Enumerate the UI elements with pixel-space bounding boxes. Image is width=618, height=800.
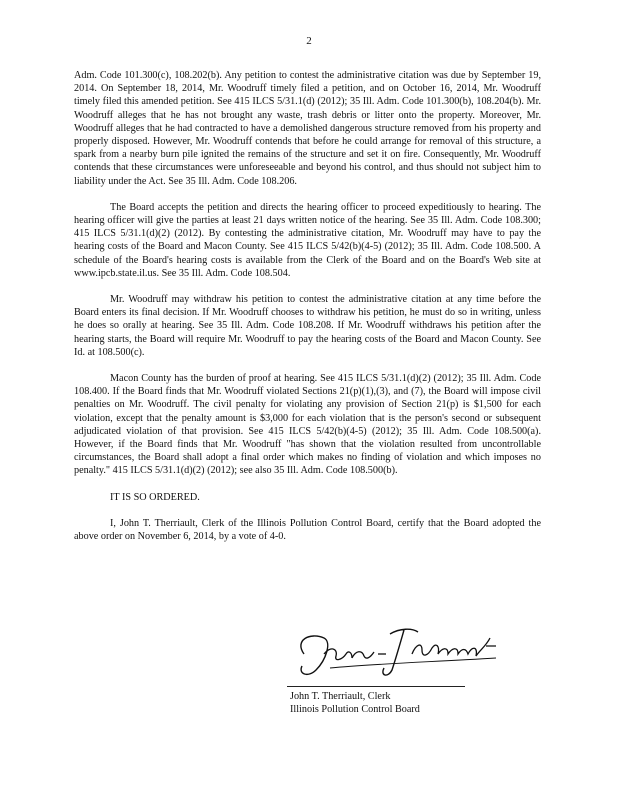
certification-paragraph: I, John T. Therriault, Clerk of the Illinois Pollution Control Board, certify that the Board adopted the above order on November 6, 2014, by a vote of 4-0. [74, 517, 541, 543]
handwritten-signature [290, 624, 470, 686]
signature-icon [290, 624, 505, 686]
page-number: 2 [306, 35, 312, 47]
signature-line [287, 686, 465, 687]
signer-block [290, 690, 420, 716]
document-body [74, 69, 541, 556]
signer-name: John T. Therriault, Clerk [290, 691, 391, 702]
paragraph-hearing: The Board accepts the petition and directs the hearing officer to proceed expeditiously to hearing. The hearing officer will give the parties at least 21 days written notice of the hearing. See 35 Ill. Adm. Code 108.300; 415 ILCS 5/31.1(d)(2) (2012). By contesting the administrative citation, Mr. Woodruff may have to pay the hearing costs of the Board and Macon County. See 415 ILCS 5/42(b)(4-5) (2012); 35 Ill. Adm. Code 108.500. A schedule of the Board's hearing costs is available from the Clerk of the Board and on the Board's Web site at www.ipcb.state.il.us. See 35 Ill. Adm. Code 108.504. [74, 201, 541, 279]
paragraph-withdrawal: Mr. Woodruff may withdraw his petition to contest the administrative citation at any time before the Board enters its final decision. If Mr. Woodruff chooses to withdraw his petition, he must do so in writing, unless he does so orally at hearing. See 35 Ill. Adm. Code 108.208. If Mr. Woodruff withdraws his petition after the hearing starts, the Board will require Mr. Woodruff to pay the hearing costs of the Board and Macon County. See Id. at 108.500(c). [74, 294, 541, 358]
so-ordered: IT IS SO ORDERED. [110, 491, 200, 503]
signer-organization: Illinois Pollution Control Board [290, 704, 420, 716]
paragraph-burden-of-proof: Macon County has the burden of proof at hearing. See 415 ILCS 5/31.1(d)(2) (2012); 35 Ill. Adm. Code 108.400. If the Board finds that Mr. Woodruff violated Sections 21(p)(1),(3), and (7), the Board will impose civil penalties on Mr. Woodruff. The civil penalty for violating any provision of Section 21(p) is $1,500 for each violation, except that the penalty amount is $3,000 for each violation that is the person's second or subsequent adjudicated violation of that provision. See 415 ILCS 5/42(b)(4-5) (2012); 35 Ill. Adm. Code 108.500(a). However, if the Board finds that Mr. Woodruff "has shown that the violation resulted from uncontrollable circumstances, the Board shall adopt a final order which makes no finding of violation and which imposes no penalty." 415 ILCS 5/31.1(d)(2) (2012); see also 35 Ill. Adm. Code 108.500(b). [74, 373, 541, 477]
paragraph-petition-history: Adm. Code 101.300(c), 108.202(b). Any petition to contest the administrative citation was due by September 19, 2014. On September 18, 2014, Mr. Woodruff timely filed a petition, and on October 16, 2014, Mr. Woodruff timely filed this amended petition. See 415 ILCS 5/31.1(d) (2012); 35 Ill. Adm. Code 101.300(b), 108.204(b). Mr. Woodruff alleges that he has not brought any waste, trash debris or litter onto the property. Moreover, Mr. Woodruff alleges that he had contracted to have a demolished dangerous structure removed from his property and properly disposed. However, Mr. Woodruff contends that before he could arrange for removal of this structure, a spark from a nearby burn pile ignited the remains of the structure and set it on fire. Consequently, Mr. Woodruff contends that these circumstances were unforeseeable and beyond his control, and thus should not subject him to liability under the Act. See 35 Ill. Adm. Code 108.206. [74, 70, 541, 187]
